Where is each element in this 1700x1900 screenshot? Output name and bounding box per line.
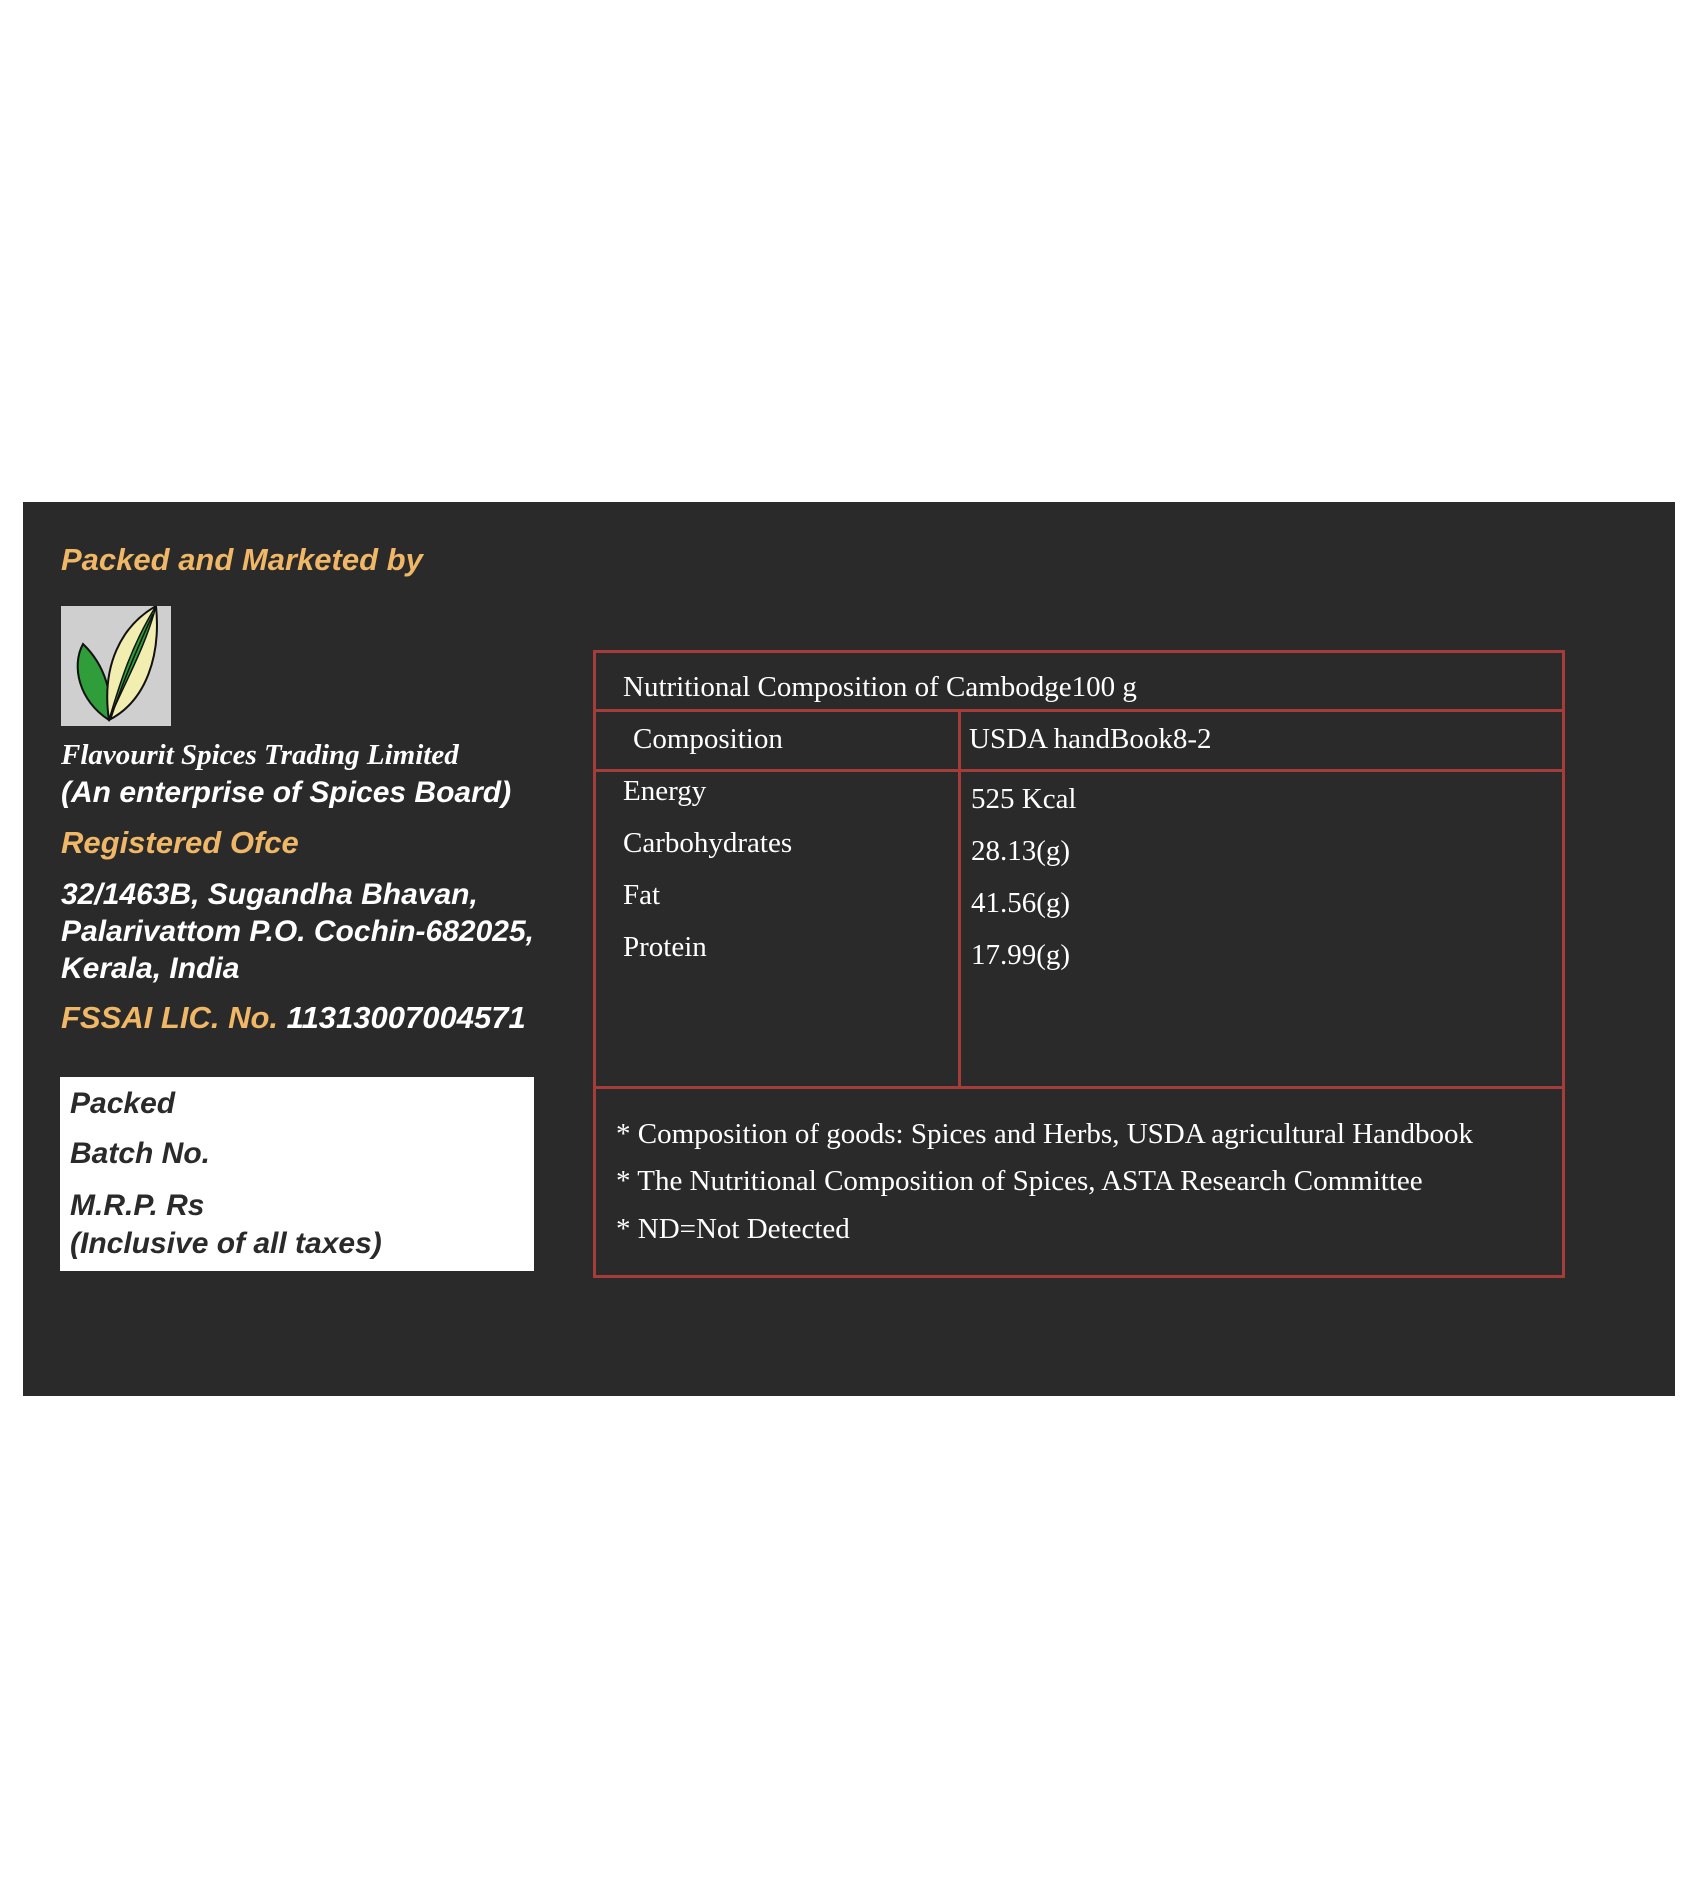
batch-label: Batch No. <box>70 1137 211 1170</box>
leaf-logo-svg <box>61 606 171 726</box>
fssai-label: FSSAI LIC. No. <box>61 1000 278 1035</box>
nutrition-title: Nutritional Composition of Cambodge100 g <box>623 671 1137 703</box>
row-value-protein: 17.99(g) <box>971 939 1071 971</box>
address-line-1: 32/1463B, Sugandha Bhavan, <box>61 878 478 911</box>
note-3: * ND=Not Detected <box>616 1213 850 1245</box>
address-line-2: Palarivattom P.O. Cochin-682025, <box>61 915 534 948</box>
row-name-energy: Energy <box>623 775 707 807</box>
batch-info-box <box>60 1077 534 1271</box>
packed-by-heading: Packed and Marketed by <box>61 542 423 577</box>
label-panel <box>23 502 1675 1396</box>
enterprise-line: (An enterprise of Spices Board) <box>61 776 512 809</box>
header-usda: USDA handBook8-2 <box>969 723 1212 755</box>
registered-office-heading: Registered Ofce <box>61 825 299 860</box>
row-name-carbohydrates: Carbohydrates <box>623 827 793 859</box>
note-1: * Composition of goods: Spices and Herbs, USDA agricultural Handbook <box>616 1118 1474 1150</box>
row-name-fat: Fat <box>623 879 661 911</box>
packed-label: Packed <box>70 1087 176 1120</box>
taxes-label: (Inclusive of all taxes) <box>70 1227 382 1260</box>
nutrition-table <box>593 650 1565 1278</box>
address-block <box>61 876 581 987</box>
fssai-number: 11313007004571 <box>286 1000 526 1035</box>
row-name-protein: Protein <box>623 931 707 963</box>
address-line-3: Kerala, India <box>61 952 240 985</box>
header-divider <box>596 769 1562 772</box>
mrp-label: M.R.P. Rs <box>70 1189 205 1222</box>
row-value-energy: 525 Kcal <box>971 783 1077 815</box>
company-name: Flavourit Spices Trading Limited <box>61 739 459 771</box>
green-leaf-logo-icon <box>61 606 171 726</box>
header-composition: Composition <box>633 723 783 755</box>
note-2: * The Nutritional Composition of Spices, ASTA Research Committee <box>616 1165 1423 1197</box>
notes-divider <box>596 1086 1562 1089</box>
title-divider <box>596 709 1562 712</box>
row-value-carbohydrates: 28.13(g) <box>971 835 1071 867</box>
row-value-fat: 41.56(g) <box>971 887 1071 919</box>
fssai-license <box>61 1000 526 1036</box>
column-divider <box>958 709 961 1089</box>
